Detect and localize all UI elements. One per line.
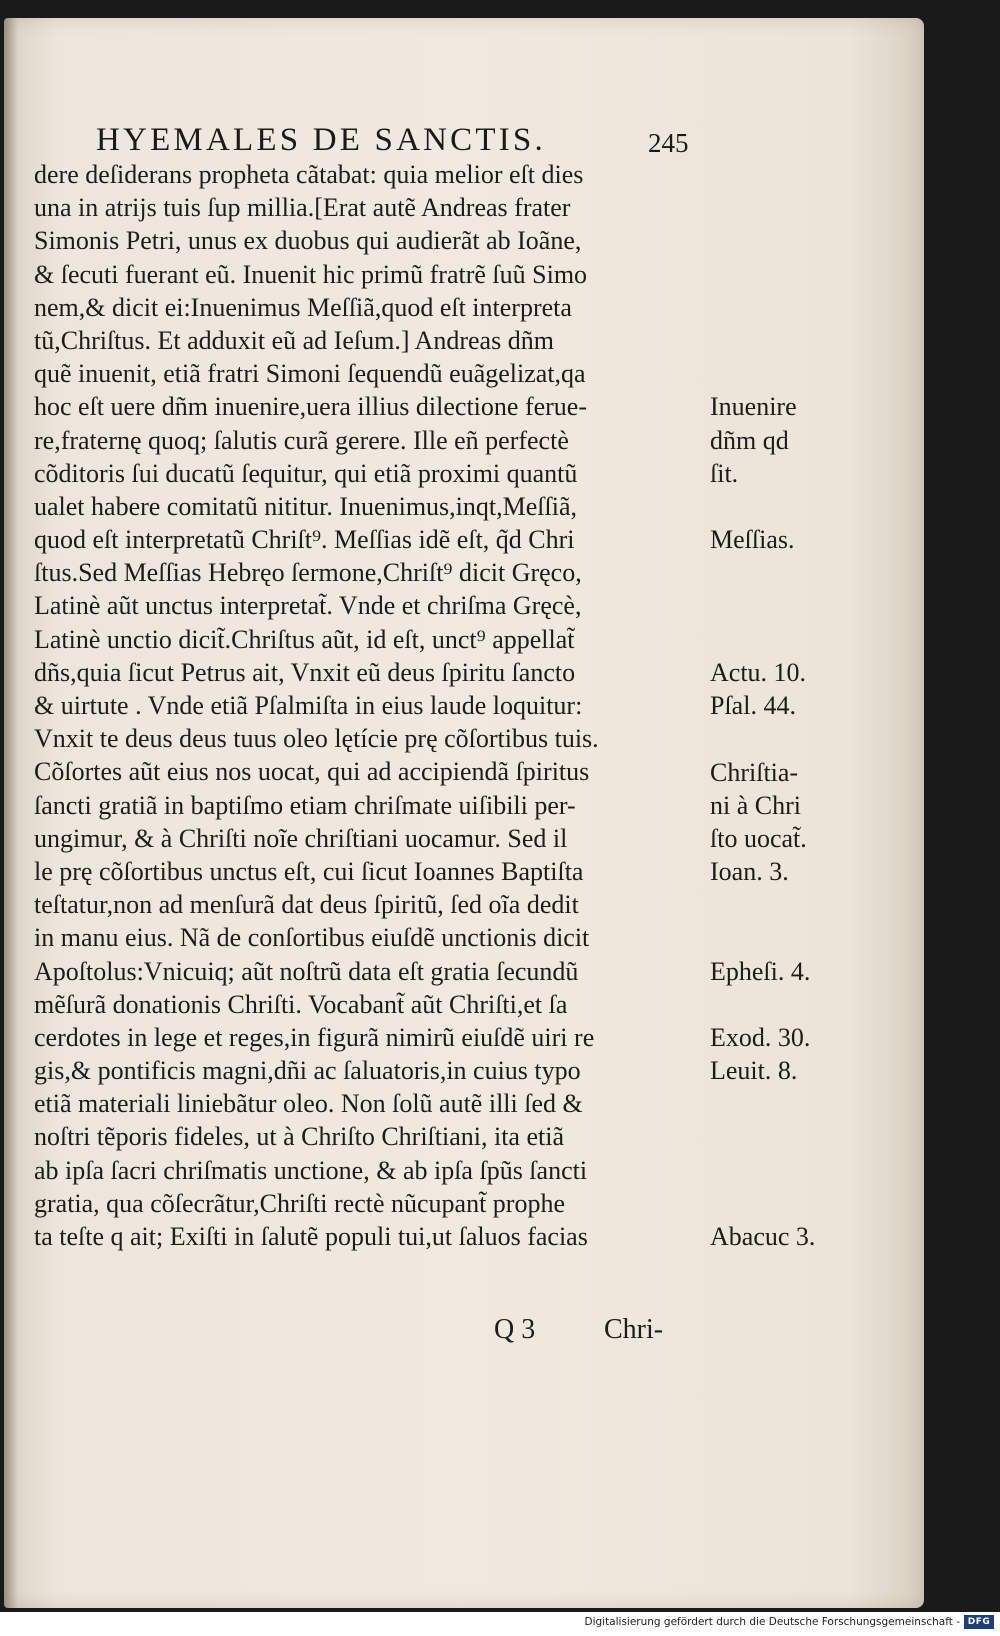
text-line: dñs,quia ſicut Petrus ait, Vnxit eũ deus ſpiritu ſancto xyxy=(34,657,576,687)
catchword: Chri- xyxy=(604,1314,664,1345)
marginal-note: Exod. 30. xyxy=(710,1023,811,1053)
text-line: Simonis Petri, unus ex duobus qui audierãt ab Ioãne, xyxy=(34,226,582,256)
text-line: re,fraternę quoq; ſalutis curã gerere. Ille eñ perfectè xyxy=(34,425,569,455)
text-line: quẽ inuenit, etiã fratri Simoni ſequendũ euãgelizat,qa xyxy=(34,359,586,389)
marginal-note: dñm qd xyxy=(710,425,789,455)
text-line: gratia, qua cõſecrãtur,Chriſti rectè nũcupant̃ prophe xyxy=(34,1188,566,1218)
marginal-note: Meſſias. xyxy=(710,525,795,555)
text-line: cõditoris ſui ducatũ ſequitur, qui etiã proximi quantũ xyxy=(34,458,578,488)
marginal-note: Actu. 10. xyxy=(710,658,807,687)
text-line: mẽſurã donationis Chriſti. Vocabant̃ aũt Chriſti,et ſa xyxy=(34,989,568,1019)
text-line: gis,& pontificis magni,dñi ac ſaluatoris,in cuius typo xyxy=(34,1056,581,1086)
marginal-note: Ioan. 3. xyxy=(710,857,789,887)
text-line: ungimur, & à Chriſti noĩe chriſtiani uocamur. Sed il xyxy=(34,823,568,853)
marginal-note: ni à Chri xyxy=(710,790,801,820)
text-line: noſtri tẽporis fideles, ut à Chriſto Chriſtiani, ita etiã xyxy=(34,1122,565,1152)
text-line: ab ipſa ſacri chriſmatis unctione, & ab ipſa ſpũs ſancti xyxy=(34,1155,588,1185)
text-line: etiã materiali liniebãtur oleo. Non ſolũ autẽ illi ſed & xyxy=(34,1089,583,1119)
text-line: cerdotes in lege et reges,in figurã nimirũ eiuſdẽ uiri re xyxy=(34,1022,595,1052)
text-line: in manu eius. Nã de conſortibus eiuſdẽ unctionis dicit xyxy=(34,923,590,953)
gutter-shadow xyxy=(4,18,18,1608)
marginal-note: ſto uocat̃. xyxy=(710,824,807,853)
text-line: ſtus.Sed Meſſias Hebręo ſermone,Chriſt⁹ dicit Gręco, xyxy=(34,558,582,588)
marginal-note: Pſal. 44. xyxy=(710,691,796,721)
text-line: teſtatur,non ad menſurã dat deus ſpiritũ, ſed oĩa dedit xyxy=(34,890,579,920)
running-head: HYEMALES DE SANCTIS. xyxy=(96,122,546,158)
page-number: 245 xyxy=(648,128,689,158)
text-line: nem,& dicit ei:Inuenimus Meſſiã,quod eſt interpreta xyxy=(34,292,572,322)
marginal-note: Abacuc 3. xyxy=(710,1222,816,1252)
text-line: ta teſte q ait; Exiſti in ſalutẽ populi tui,ut ſaluos facias xyxy=(34,1222,588,1251)
text-line: & ſecuti fuerant eũ. Inuenit hic primũ fratrẽ ſuũ Simo xyxy=(34,259,588,289)
body-text xyxy=(34,158,714,1253)
text-line: ualet habere comitatũ nititur. Inuenimus,inqt,Meſſiã, xyxy=(34,491,577,521)
funding-credit: Digitalisierung gefördert durch die Deutsche Forschungsgemeinschaft - xyxy=(584,1616,960,1628)
digitization-footer xyxy=(0,1612,1000,1636)
marginal-note: Inuenire xyxy=(710,392,797,422)
signature-mark: Q 3 xyxy=(494,1314,536,1345)
dfg-logo: DFG xyxy=(964,1615,994,1629)
marginal-note: Epheſi. 4. xyxy=(710,956,811,986)
text-line: & uirtute . Vnde etiã Pſalmiſta in eius laude loquitur: xyxy=(34,691,583,720)
marginal-note: Chriſtia- xyxy=(710,757,799,787)
text-line: Vnxit te deus deus tuus oleo lętície prę cõſortibus tuis. xyxy=(34,724,599,754)
text-line: quod eſt interpretatũ Chriſt⁹. Meſſias idẽ eſt, q̃d Chri xyxy=(34,525,575,555)
text-line: ſancti gratiã in baptiſmo etiam chriſmate uiſibili per- xyxy=(34,790,576,820)
text-line: tũ,Chriſtus. Et adduxit eũ ad Ieſum.] Andreas dñm xyxy=(34,325,554,355)
text-line: Latinè aũt unctus interpretat̃. Vnde et chriſma Gręcè, xyxy=(34,591,582,621)
text-line: una in atrijs tuis ſup millia.[Erat autẽ Andreas frater xyxy=(34,193,571,223)
text-line: Apoſtolus:Vnicuiq; aũt noſtrũ data eſt gratia ſecundũ xyxy=(34,956,579,986)
marginal-note: ſit. xyxy=(710,458,739,488)
text-line: hoc eſt uere dñm inuenire,uera illius dilectione ferue- xyxy=(34,392,587,422)
text-line: Latinè unctio dicit̃.Chriſtus aũt, id eſt, unct⁹ appellat̃ xyxy=(34,624,575,654)
text-line: Cõſortes aũt eius nos uocat, qui ad accipiendã ſpiritus xyxy=(34,757,590,787)
text-line: le prę cõſortibus unctus eſt, cui ſicut Ioannes Baptiſta xyxy=(34,856,584,886)
book-page xyxy=(4,18,924,1608)
text-line: dere deſiderans propheta cãtabat: quia melior eſt dies xyxy=(34,160,584,189)
marginal-note: Leuit. 8. xyxy=(710,1056,798,1086)
